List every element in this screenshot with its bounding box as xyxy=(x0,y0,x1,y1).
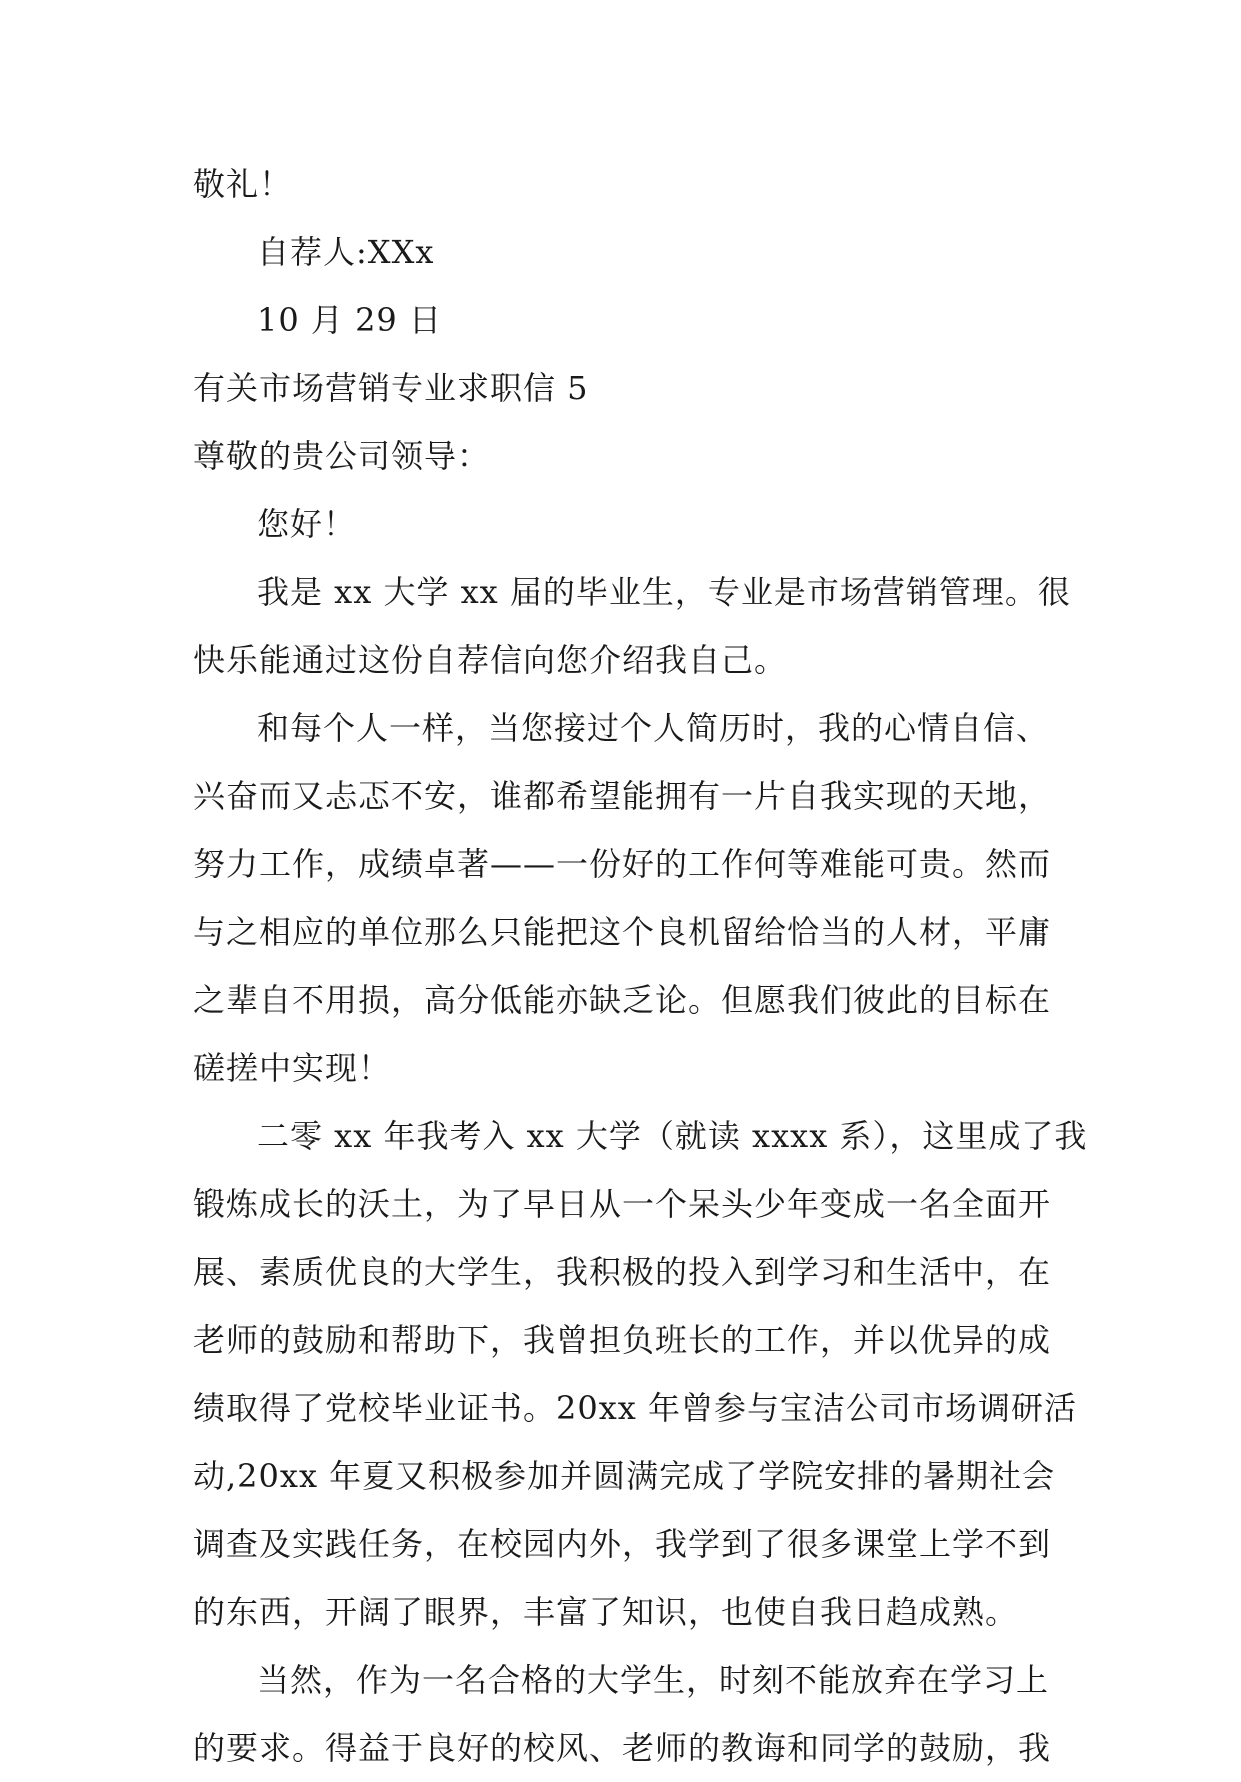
signature-line: 自荐人:XXx xyxy=(257,233,435,271)
paragraph-line: 和每个人一样，当您接过个人简历时，我的心情自信、 xyxy=(257,709,1050,747)
paragraph-line: 我是 xx 大学 xx 届的毕业生，专业是市场营销管理。很 xyxy=(257,573,1071,611)
paragraph-line: 锻炼成长的沃土，为了早日从一个呆头少年变成一名全面开 xyxy=(193,1185,1052,1223)
paragraph-line: 老师的鼓励和帮助下，我曾担负班长的工作，并以优异的成 xyxy=(193,1321,1052,1359)
greeting: 您好！ xyxy=(257,505,357,543)
paragraph-line: 与之相应的单位那么只能把这个良机留给恰当的人材，平庸 xyxy=(193,913,1052,951)
paragraph-line: 绩取得了党校毕业证书。20xx 年曾参与宝洁公司市场调研活 xyxy=(193,1389,1077,1427)
paragraph-line: 展、素质优良的大学生，我积极的投入到学习和生活中，在 xyxy=(193,1253,1052,1291)
paragraph-line: 当然，作为一名合格的大学生，时刻不能放弃在学习上 xyxy=(257,1661,1050,1699)
paragraph-line: 快乐能通过这份自荐信向您介绍我自己。 xyxy=(193,641,788,679)
paragraph-line: 的要求。得益于良好的校风、老师的教诲和同学的鼓励，我 xyxy=(193,1729,1052,1767)
paragraph-line: 之辈自不用损，高分低能亦缺乏论。但愿我们彼此的目标在 xyxy=(193,981,1052,1019)
section-title: 有关市场营销专业求职信 5 xyxy=(193,369,589,407)
paragraph-line: 磋搓中实现！ xyxy=(193,1049,392,1087)
paragraph-line: 调查及实践任务，在校园内外，我学到了很多课堂上学不到 xyxy=(193,1525,1052,1563)
salutation: 尊敬的贵公司领导： xyxy=(193,437,491,475)
paragraph-line: 努力工作，成绩卓著——一份好的工作何等难能可贵。然而 xyxy=(193,845,1052,883)
closing-salute: 敬礼！ xyxy=(193,165,293,203)
date-line: 10 月 29 日 xyxy=(257,301,442,339)
paragraph-line: 动,20xx 年夏又积极参加并圆满完成了学院安排的暑期社会 xyxy=(193,1457,1056,1495)
paragraph-line: 二零 xx 年我考入 xx 大学（就读 xxxx 系），这里成了我 xyxy=(257,1117,1088,1155)
paragraph-line: 的东西，开阔了眼界，丰富了知识，也使自我日趋成熟。 xyxy=(193,1593,1019,1631)
letter-body xyxy=(193,150,1088,1782)
paragraph-line: 兴奋而又忐忑不安，谁都希望能拥有一片自我实现的天地， xyxy=(193,777,1052,815)
